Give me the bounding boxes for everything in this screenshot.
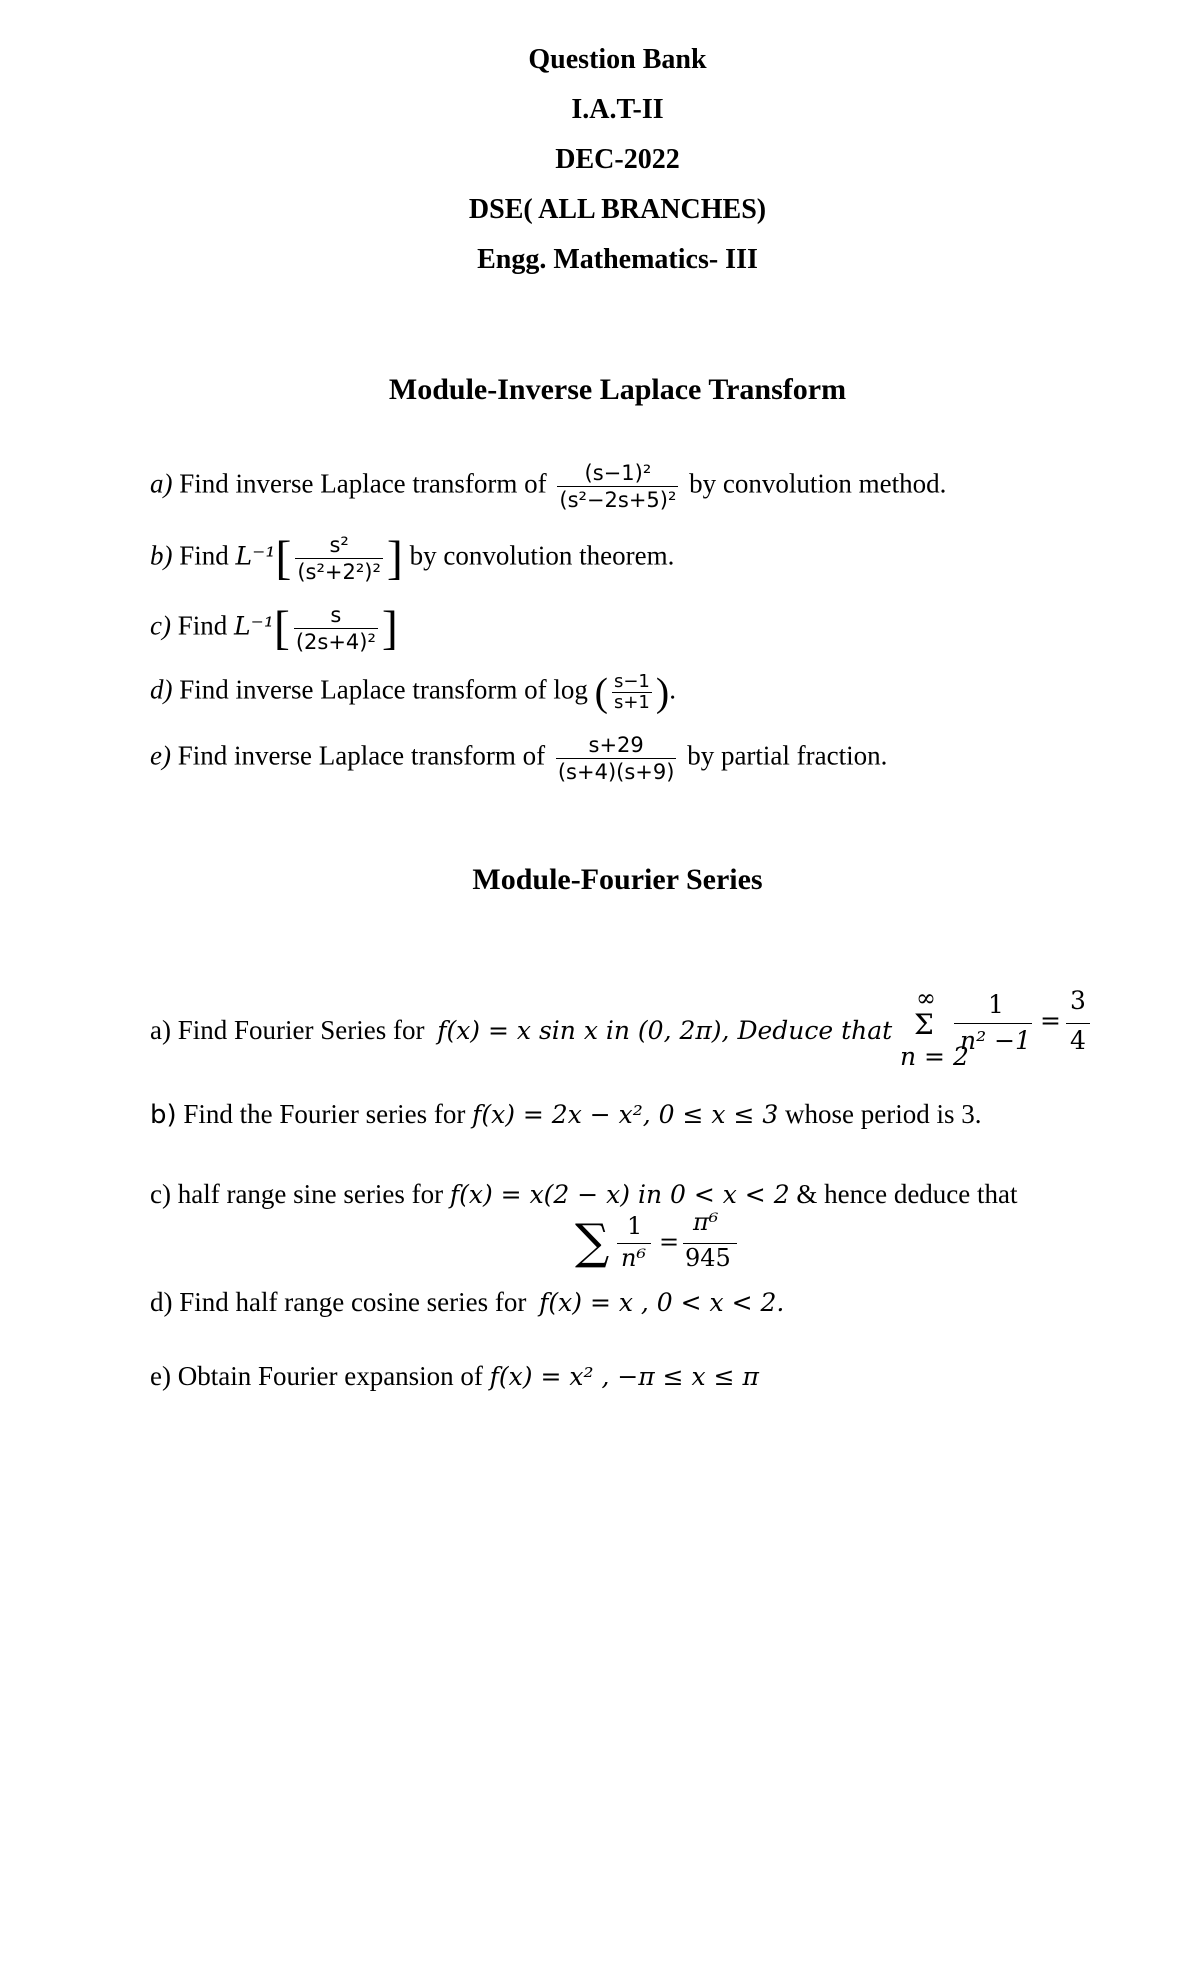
header-line-1: Question Bank <box>528 44 707 75</box>
question-text: Find inverse Laplace transform of log <box>179 674 588 705</box>
term-denominator: n⁶ <box>621 1244 647 1272</box>
fraction <box>294 602 378 655</box>
math-expression: f(x) = x(2 − x) in 0 < x < 2 <box>449 1180 790 1209</box>
header-line-2: I.A.T-II <box>571 94 664 125</box>
right-bracket: ] <box>381 601 398 655</box>
question-text: Find inverse Laplace transform of <box>177 740 546 771</box>
result-denominator: 945 <box>685 1244 731 1272</box>
question-text: Find <box>179 540 229 571</box>
sum-lower-limit: n = 2 <box>900 1042 969 1071</box>
inverse-laplace-operator: L⁻¹ <box>235 541 276 571</box>
question-text: Find half range cosine series for <box>179 1287 527 1317</box>
question-fourier-c <box>150 1178 1018 1211</box>
question-laplace-a <box>150 460 946 513</box>
series-formula <box>900 984 1100 1072</box>
fraction <box>612 672 652 713</box>
question-laplace-e <box>150 732 887 785</box>
question-label: e) <box>150 1361 171 1391</box>
math-expression: f(x) = x² , −π ≤ x ≤ π <box>489 1362 759 1391</box>
fraction-denominator: (s²−2s+5)² <box>559 488 677 512</box>
question-text: half range sine series for <box>177 1179 444 1209</box>
sum-upper-limit: ∞ <box>916 984 936 1012</box>
left-paren: ( <box>594 669 608 715</box>
term-numerator: 1 <box>627 1212 643 1240</box>
result-denominator: 4 <box>1070 1026 1086 1055</box>
fraction-denominator: (2s+4)² <box>295 630 376 654</box>
header-line-4: DSE( ALL BRANCHES) <box>468 194 767 225</box>
fraction-denominator: (s²+2²)² <box>297 560 381 584</box>
inverse-laplace-operator: L⁻¹ <box>234 611 274 641</box>
question-text: Obtain Fourier expansion of <box>177 1361 483 1391</box>
math-expression: f(x) = x , 0 < x < 2. <box>539 1288 785 1317</box>
question-label: b) <box>150 1100 177 1130</box>
math-expression: f(x) = x sin x in (0, 2π), Deduce that <box>437 1016 893 1045</box>
question-label: c) <box>150 1179 171 1209</box>
fraction-numerator: s+29 <box>556 732 677 759</box>
fraction-numerator: s <box>294 602 378 629</box>
module-title-fourier: Module-Fourier Series <box>472 863 763 896</box>
question-label: b) <box>150 540 173 571</box>
question-laplace-c <box>150 602 398 655</box>
header-line-5: Engg. Mathematics- III <box>477 244 758 275</box>
result-fraction-bar <box>1066 1023 1090 1024</box>
sum-symbol: ∑ <box>575 1214 610 1270</box>
question-text: Find the Fourier series for <box>183 1099 466 1129</box>
question-suffix: by convolution theorem. <box>409 540 675 571</box>
question-text: Find <box>177 610 228 641</box>
result-numerator: π⁶ <box>693 1208 719 1236</box>
term-numerator: 1 <box>988 990 1004 1019</box>
left-bracket: [ <box>275 531 292 585</box>
question-suffix: & hence deduce that <box>796 1179 1018 1209</box>
fraction-denominator: (s+4)(s+9) <box>557 760 675 784</box>
term-denominator: n² −1 <box>960 1026 1031 1055</box>
math-expression: f(x) = 2x − x², 0 ≤ x ≤ 3 <box>472 1100 779 1129</box>
question-fourier-e <box>150 1360 759 1393</box>
left-bracket: [ <box>273 601 290 655</box>
question-text: Find Fourier Series for <box>177 1015 425 1045</box>
fraction <box>557 460 678 513</box>
question-suffix: whose period is 3. <box>785 1099 982 1129</box>
question-fourier-d <box>150 1286 784 1319</box>
question-label: c) <box>150 610 171 641</box>
right-bracket: ] <box>386 531 403 585</box>
question-label: d) <box>150 1287 173 1317</box>
question-suffix: by convolution method. <box>689 468 947 499</box>
question-label: e) <box>150 740 171 771</box>
fraction-numerator: s² <box>295 532 383 559</box>
right-paren: ) <box>655 669 670 715</box>
fraction-denominator: s+1 <box>613 692 650 713</box>
sum-symbol: Σ <box>914 1008 934 1041</box>
fraction <box>556 732 677 785</box>
question-fourier-a <box>150 1014 892 1047</box>
result-numerator: 3 <box>1070 986 1086 1015</box>
module-title-laplace: Module-Inverse Laplace Transform <box>388 373 847 406</box>
series-formula <box>575 1208 745 1278</box>
question-fourier-b <box>150 1098 982 1131</box>
header-line-3: DEC-2022 <box>555 144 680 175</box>
question-label: a) <box>150 468 173 499</box>
fraction-numerator: (s−1)² <box>557 460 678 487</box>
fraction <box>295 532 383 585</box>
question-label: d) <box>150 674 173 705</box>
question-text: Find inverse Laplace transform of <box>179 468 547 499</box>
question-laplace-b <box>150 532 674 585</box>
equals-sign: = <box>1040 1006 1061 1035</box>
question-label: a) <box>150 1015 171 1045</box>
question-suffix: by partial fraction. <box>687 740 888 771</box>
term-fraction-bar <box>954 1023 1032 1024</box>
fraction-numerator: s−1 <box>613 671 650 692</box>
question-laplace-d <box>150 669 676 715</box>
equals-sign: = <box>659 1228 680 1256</box>
question-suffix: . <box>669 674 676 705</box>
